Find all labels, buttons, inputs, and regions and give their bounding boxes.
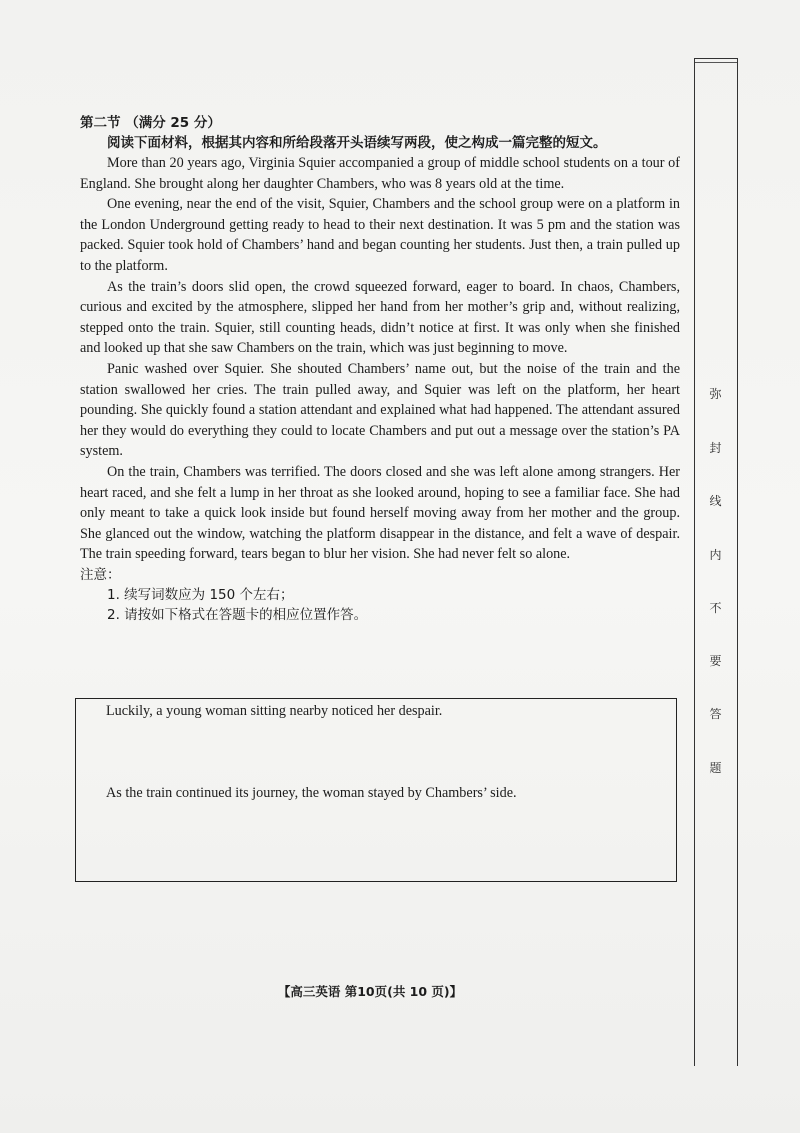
section-title: 第二节 （满分 25 分）	[80, 115, 221, 131]
note-item-2: 2. 请按如下格式在答题卡的相应位置作答。	[107, 606, 368, 623]
seal-char-6: 要	[709, 654, 722, 668]
note-item-1: 1. 续写词数应为 150 个左右；	[107, 586, 294, 603]
main-content	[80, 113, 680, 625]
seal-char-4: 内	[709, 548, 722, 562]
seal-char-1: 弥	[709, 387, 722, 401]
paragraph-3: As the train’s doors slid open, the crowd squeezed forward, eager to board. In chaos, Chambers, curious and excited by the atmosphere, slipped her hand from her mother’s grip and, without realizing, stepped onto the train. Squier, still counting heads, didn’t notice at first. It was only when she finished and looked up that she saw Chambers on the train, which was just beginning to move.	[80, 278, 680, 357]
instruction: 阅读下面材料，根据其内容和所给段落开头语续写两段，使之构成一篇完整的短文。	[107, 135, 607, 151]
seal-char-7: 答	[709, 707, 722, 721]
seal-char-8: 题	[709, 761, 722, 775]
paragraph-2: One evening, near the end of the visit, Squier, Chambers and the school group were on a platform in the London Underground getting ready to head to their next destination. It was 5 pm and the station was packed. Squier took hold of Chambers’ hand and began counting her students. Just then, a train pulled up to the platform.	[80, 196, 680, 274]
seal-line-sidebar	[694, 58, 738, 1066]
paragraph-opener-1: Luckily, a young woman sitting nearby noticed her despair.	[106, 703, 443, 719]
paragraph-4: Panic washed over Squier. She shouted Chambers’ name out, but the noise of the train and the station swallowed her cries. The train pulled away, and Squier was left on the platform, her heart pounding. She quickly found a station attendant and explained what had happened. The attendant assured her they would do everything they could to locate Chambers and put out a message over the station’s PA system.	[80, 360, 680, 460]
answer-box	[75, 698, 677, 882]
paragraph-5: On the train, Chambers was terrified. The doors closed and she was left alone among strangers. Her heart raced, and she felt a lump in her throat as she looked around, hoping to see a familiar face. She had only meant to take a quick look inside but found herself moving away from her mother and the group. She glanced out the window, watching the platform disappear in the distance, and felt a wave of despair. The train speeding forward, tears began to blur her vision. She had never felt so alone.	[80, 463, 680, 563]
paragraph-opener-2: As the train continued its journey, the woman stayed by Chambers’ side.	[106, 785, 517, 801]
notes-title: 注意：	[80, 566, 121, 583]
seal-char-2: 封	[709, 441, 722, 455]
page-footer: 【高三英语 第10页(共 10 页)】	[277, 984, 463, 999]
paragraph-1: More than 20 years ago, Virginia Squier accompanied a group of middle school students on a tour of England. She brought along her daughter Chambers, who was 8 years old at the time.	[80, 155, 680, 192]
seal-char-3: 线	[709, 494, 722, 508]
seal-char-5: 不	[709, 601, 722, 615]
